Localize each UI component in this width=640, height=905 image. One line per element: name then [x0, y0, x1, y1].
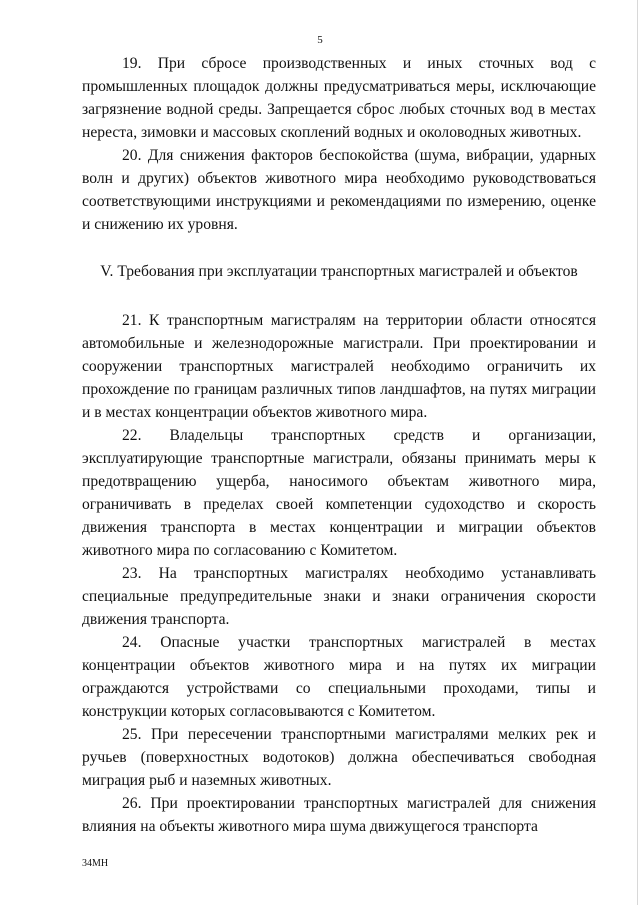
page-edge-divider — [637, 0, 638, 905]
document-body — [82, 52, 596, 838]
paragraph-25: 25. При пересечении транспортными магистралями мелких рек и ручьев (поверхностных водотоков) должна обеспечиваться свободная миграция рыб и наземных животных. — [82, 726, 596, 789]
paragraph-21: 21. К транспортным магистралям на территории области относятся автомобильные и железнодорожные магистрали. При проектировании и сооружении транспортных магистралей необходимо ограничить их прохождение по границам различных типов ландшафтов, на путях миграции и в местах концентрации объектов животного мира. — [82, 312, 596, 421]
page-number: 5 — [317, 34, 323, 46]
paragraph-26: 26. При проектировании транспортных магистралей для снижения влияния на объекты животного мира шума движущегося транспорта — [82, 795, 596, 835]
paragraph-19: 19. При сбросе производственных и иных сточных вод с промышленных площадок должны предусматриваться меры, исключающие загрязнение водной среды. Запрещается сброс любых сточных вод в местах нереста, зимовки и массовых скоплений водных и околоводных животных. — [82, 55, 596, 141]
paragraph-22: 22. Владельцы транспортных средств и организации, эксплуатирующие транспортные магистрали, обязаны принимать меры к предотвращению ущерба, наносимого объектам животного мира, ограничивать в пределах своей компетенции судоходство и скорость движения транспорта в местах концентрации и миграции объектов животного мира по согласованию с Комитетом. — [82, 427, 596, 559]
paragraph-23: 23. На транспортных магистралях необходимо устанавливать специальные предупредительные знаки и знаки ограничения скорости движения транспорта. — [82, 565, 596, 628]
section-heading: V. Требования при эксплуатации транспортных магистралей и объектов — [100, 263, 578, 280]
footer-code: 34МН — [82, 858, 109, 869]
paragraph-24: 24. Опасные участки транспортных магистралей в местах концентрации объектов животного мира и на путях их миграции ограждаются устройствами со специальными проходами, типы и конструкции которых согласовываются с Комитетом. — [82, 634, 596, 720]
paragraph-20: 20. Для снижения факторов беспокойства (шума, вибрации, ударных волн и других) объектов животного мира необходимо руководствоваться соответствующими инструкциями и рекомендациями по измерению, оценке и снижению их уровня. — [82, 147, 596, 233]
